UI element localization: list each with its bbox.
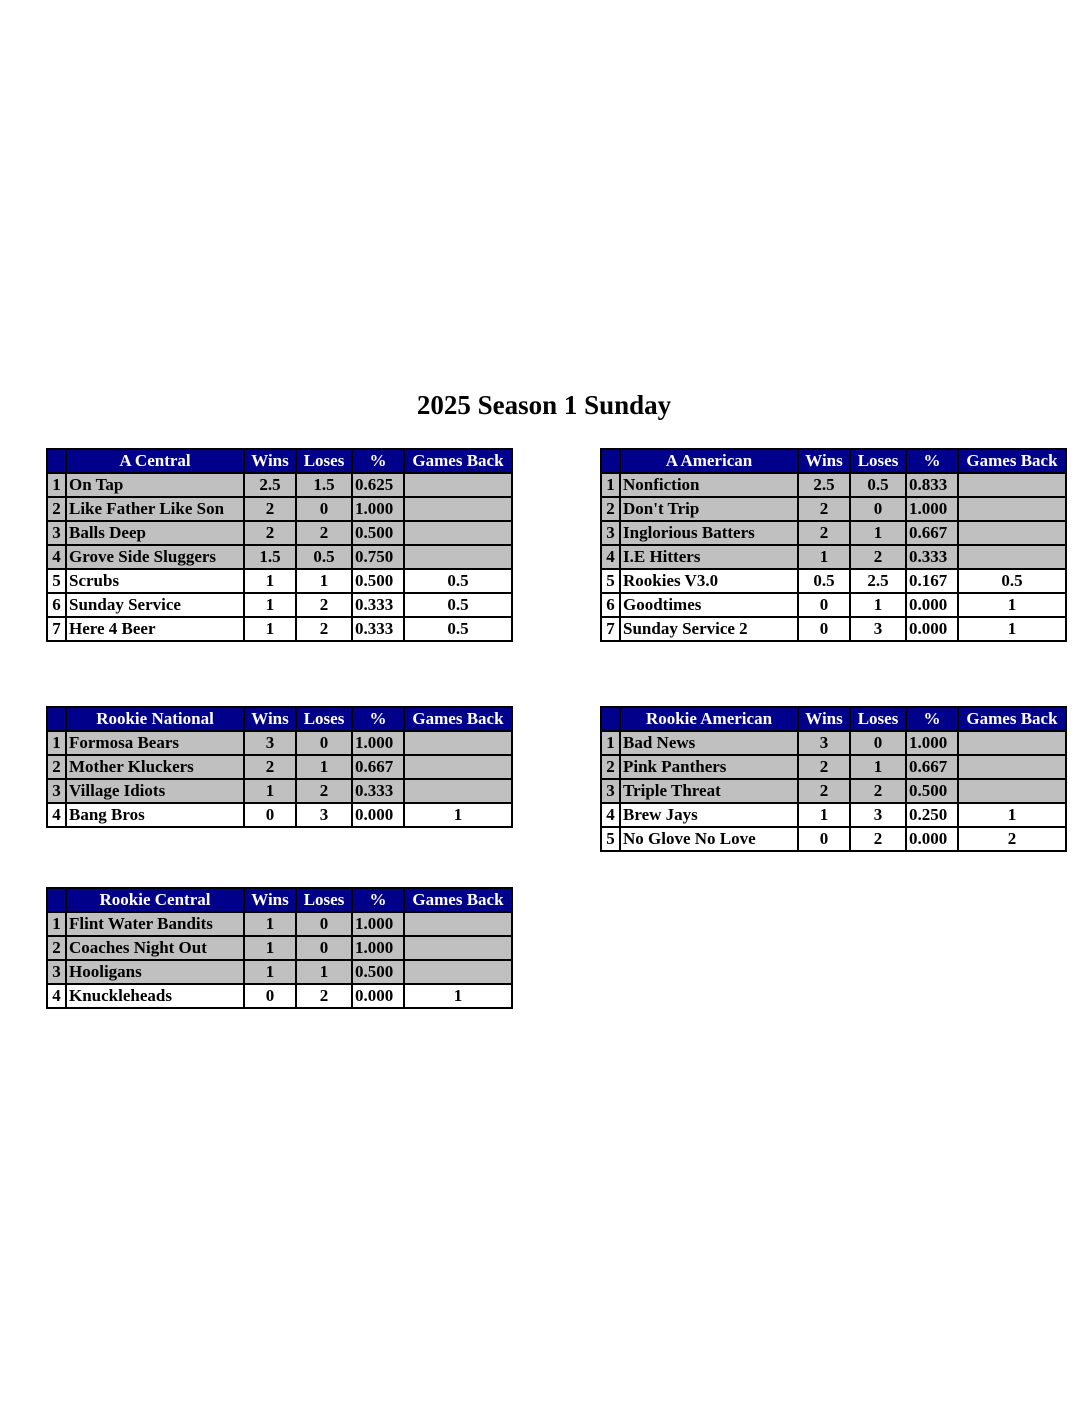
pct-cell: 0.000 [352,984,404,1008]
wins-cell: 1 [244,936,296,960]
pct-cell: 0.625 [352,473,404,497]
wins-cell: 1 [244,617,296,641]
pct-cell: 0.500 [352,569,404,593]
games-back-cell: 0.5 [404,617,512,641]
loses-cell: 1 [850,755,906,779]
team-name-cell: Bad News [620,731,798,755]
loses-cell: 2 [850,545,906,569]
pct-cell: 1.000 [352,497,404,521]
team-name-cell: Flint Water Bandits [66,912,244,936]
table-row [47,936,512,960]
games-back-cell: 0.5 [404,593,512,617]
rank-cell: 2 [47,497,66,521]
games-back-header: Games Back [404,707,512,731]
pct-cell: 0.250 [906,803,958,827]
games-back-cell [404,755,512,779]
wins-cell: 0 [244,803,296,827]
games-back-header: Games Back [404,888,512,912]
table-row [47,984,512,1008]
table-row [47,803,512,827]
rank-header [601,707,620,731]
pct-header: % [906,449,958,473]
team-name-cell: Nonfiction [620,473,798,497]
rank-cell: 5 [601,827,620,851]
pct-cell: 0.667 [906,755,958,779]
wins-header: Wins [798,449,850,473]
table-row [47,755,512,779]
rank-cell: 3 [47,521,66,545]
table-row [601,827,1066,851]
games-back-cell [404,960,512,984]
table-row [47,960,512,984]
rank-cell: 6 [47,593,66,617]
loses-cell: 0 [850,497,906,521]
team-name-cell: Like Father Like Son [66,497,244,521]
team-name-cell: Don't Trip [620,497,798,521]
pct-cell: 0.333 [352,779,404,803]
pct-cell: 0.000 [906,593,958,617]
wins-cell: 2 [244,497,296,521]
team-name-cell: Coaches Night Out [66,936,244,960]
rank-header [47,707,66,731]
standings-table-rookie-central [46,887,513,1009]
table-row [601,731,1066,755]
team-name-cell: Bang Bros [66,803,244,827]
team-name-cell: Scrubs [66,569,244,593]
games-back-cell: 1 [958,803,1066,827]
loses-cell: 3 [850,803,906,827]
division-name: A Central [66,449,244,473]
games-back-header: Games Back [958,449,1066,473]
division-name: Rookie Central [66,888,244,912]
pct-cell: 0.000 [352,803,404,827]
table-row [601,755,1066,779]
loses-cell: 2 [850,779,906,803]
games-back-cell [404,497,512,521]
rank-cell: 2 [47,755,66,779]
wins-header: Wins [244,707,296,731]
wins-cell: 1 [244,960,296,984]
wins-cell: 2.5 [798,473,850,497]
loses-cell: 2 [296,593,352,617]
pct-cell: 1.000 [906,497,958,521]
team-name-cell: Here 4 Beer [66,617,244,641]
wins-header: Wins [798,707,850,731]
team-name-cell: Rookies V3.0 [620,569,798,593]
team-name-cell: Goodtimes [620,593,798,617]
loses-cell: 2 [850,827,906,851]
games-back-header: Games Back [404,449,512,473]
wins-cell: 1 [798,545,850,569]
wins-cell: 2 [244,521,296,545]
pct-header: % [906,707,958,731]
team-name-cell: Village Idiots [66,779,244,803]
rank-cell: 2 [601,755,620,779]
table-row [47,731,512,755]
games-back-cell: 0.5 [404,569,512,593]
table-header-row [601,707,1066,731]
table-row [47,779,512,803]
games-back-cell [404,731,512,755]
games-back-cell [958,473,1066,497]
loses-header: Loses [296,449,352,473]
table-row [47,569,512,593]
rank-cell: 2 [601,497,620,521]
rank-header [47,888,66,912]
wins-cell: 2.5 [244,473,296,497]
pct-cell: 1.000 [906,731,958,755]
loses-cell: 0 [296,936,352,960]
games-back-cell [404,936,512,960]
table-header-row [47,449,512,473]
games-back-cell [404,473,512,497]
wins-cell: 1.5 [244,545,296,569]
games-back-cell [958,521,1066,545]
table-row [601,473,1066,497]
team-name-cell: Triple Threat [620,779,798,803]
division-name: A American [620,449,798,473]
pct-cell: 0.333 [352,593,404,617]
pct-header: % [352,449,404,473]
rank-cell: 4 [47,803,66,827]
team-name-cell: Mother Kluckers [66,755,244,779]
pct-cell: 0.667 [352,755,404,779]
pct-cell: 0.750 [352,545,404,569]
pct-cell: 0.833 [906,473,958,497]
team-name-cell: Inglorious Batters [620,521,798,545]
loses-header: Loses [850,449,906,473]
wins-cell: 0 [244,984,296,1008]
team-name-cell: Formosa Bears [66,731,244,755]
rank-cell: 3 [47,960,66,984]
games-back-cell [404,779,512,803]
table-row [601,497,1066,521]
table-row [47,473,512,497]
loses-cell: 1 [296,755,352,779]
rank-cell: 4 [47,984,66,1008]
pct-header: % [352,707,404,731]
team-name-cell: Grove Side Sluggers [66,545,244,569]
wins-cell: 3 [798,731,850,755]
wins-header: Wins [244,888,296,912]
loses-cell: 3 [296,803,352,827]
pct-cell: 1.000 [352,731,404,755]
loses-cell: 1 [296,569,352,593]
games-back-cell: 2 [958,827,1066,851]
table-header-row [601,449,1066,473]
team-name-cell: I.E Hitters [620,545,798,569]
team-name-cell: Sunday Service 2 [620,617,798,641]
standings-table-a-central [46,448,513,642]
pct-cell: 0.333 [906,545,958,569]
rank-cell: 7 [47,617,66,641]
pct-cell: 0.500 [906,779,958,803]
rank-header [47,449,66,473]
wins-header: Wins [244,449,296,473]
rank-cell: 1 [601,731,620,755]
loses-cell: 0 [296,912,352,936]
loses-cell: 2 [296,779,352,803]
wins-cell: 2 [798,497,850,521]
division-name: Rookie National [66,707,244,731]
team-name-cell: Balls Deep [66,521,244,545]
team-name-cell: On Tap [66,473,244,497]
loses-cell: 0 [850,731,906,755]
table-row [601,779,1066,803]
rank-cell: 1 [47,473,66,497]
page-title: 2025 Season 1 Sunday [416,390,672,420]
games-back-cell [958,731,1066,755]
rank-cell: 3 [601,521,620,545]
rank-cell: 5 [47,569,66,593]
wins-cell: 1 [244,569,296,593]
rank-cell: 3 [601,779,620,803]
wins-cell: 1 [244,912,296,936]
loses-cell: 2 [296,984,352,1008]
rank-cell: 1 [47,912,66,936]
wins-cell: 0 [798,617,850,641]
wins-cell: 3 [244,731,296,755]
rank-cell: 4 [47,545,66,569]
games-back-header: Games Back [958,707,1066,731]
loses-cell: 0 [296,731,352,755]
wins-cell: 0 [798,593,850,617]
table-row [601,617,1066,641]
table-row [601,593,1066,617]
table-row [47,593,512,617]
wins-cell: 0.5 [798,569,850,593]
team-name-cell: Hooligans [66,960,244,984]
pct-cell: 1.000 [352,936,404,960]
pct-cell: 0.000 [906,827,958,851]
pct-cell: 0.667 [906,521,958,545]
wins-cell: 1 [244,593,296,617]
table-row [601,521,1066,545]
loses-header: Loses [296,888,352,912]
games-back-cell: 1 [958,617,1066,641]
loses-cell: 2 [296,617,352,641]
division-name: Rookie American [620,707,798,731]
pct-cell: 1.000 [352,912,404,936]
loses-cell: 3 [850,617,906,641]
team-name-cell: No Glove No Love [620,827,798,851]
loses-cell: 2 [296,521,352,545]
games-back-cell [958,755,1066,779]
games-back-cell [958,779,1066,803]
games-back-cell: 1 [404,984,512,1008]
table-header-row [47,707,512,731]
table-row [47,521,512,545]
rank-cell: 3 [47,779,66,803]
rank-cell: 5 [601,569,620,593]
games-back-cell [404,912,512,936]
loses-cell: 0.5 [296,545,352,569]
games-back-cell [958,545,1066,569]
loses-header: Loses [850,707,906,731]
pct-header: % [352,888,404,912]
loses-cell: 1.5 [296,473,352,497]
games-back-cell [404,521,512,545]
table-row [47,617,512,641]
pct-cell: 0.500 [352,521,404,545]
loses-cell: 1 [296,960,352,984]
pct-cell: 0.000 [906,617,958,641]
rank-cell: 4 [601,545,620,569]
games-back-cell: 0.5 [958,569,1066,593]
table-row [47,912,512,936]
table-row [47,545,512,569]
loses-cell: 0.5 [850,473,906,497]
team-name-cell: Sunday Service [66,593,244,617]
rank-cell: 1 [601,473,620,497]
table-row [47,497,512,521]
rank-header [601,449,620,473]
loses-cell: 0 [296,497,352,521]
wins-cell: 1 [244,779,296,803]
games-back-cell [404,545,512,569]
table-row [601,569,1066,593]
rank-cell: 6 [601,593,620,617]
pct-cell: 0.333 [352,617,404,641]
table-row [601,545,1066,569]
wins-cell: 2 [798,521,850,545]
loses-header: Loses [296,707,352,731]
rank-cell: 2 [47,936,66,960]
rank-cell: 4 [601,803,620,827]
table-row [601,803,1066,827]
standings-table-rookie-american [600,706,1067,852]
team-name-cell: Pink Panthers [620,755,798,779]
games-back-cell: 1 [958,593,1066,617]
rank-cell: 1 [47,731,66,755]
games-back-cell [958,497,1066,521]
rank-cell: 7 [601,617,620,641]
wins-cell: 0 [798,827,850,851]
wins-cell: 2 [244,755,296,779]
wins-cell: 1 [798,803,850,827]
team-name-cell: Knuckleheads [66,984,244,1008]
wins-cell: 2 [798,779,850,803]
standings-table-a-american [600,448,1067,642]
standings-table-rookie-national [46,706,513,828]
team-name-cell: Brew Jays [620,803,798,827]
pct-cell: 0.167 [906,569,958,593]
table-header-row [47,888,512,912]
loses-cell: 1 [850,521,906,545]
wins-cell: 2 [798,755,850,779]
loses-cell: 2.5 [850,569,906,593]
loses-cell: 1 [850,593,906,617]
pct-cell: 0.500 [352,960,404,984]
games-back-cell: 1 [404,803,512,827]
